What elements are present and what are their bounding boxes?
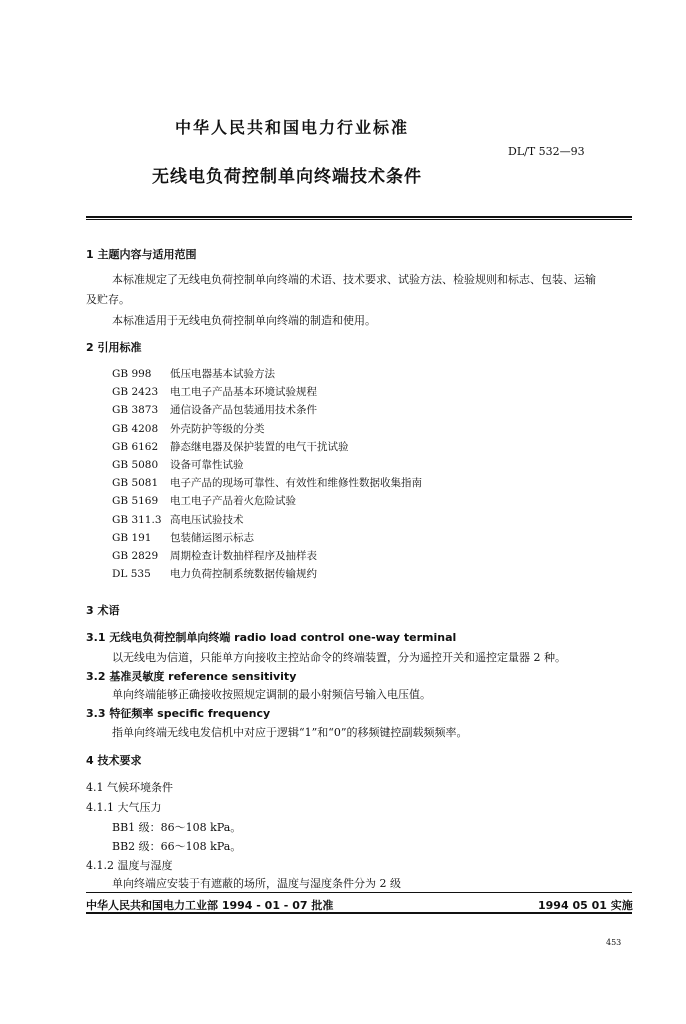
reference-code: GB 2423 (112, 386, 159, 399)
subsection-4-1-2-heading: 4.1.2 温度与湿度 (86, 859, 173, 872)
reference-code: GB 5081 (112, 477, 159, 490)
reference-title: 低压电器基本试验方法 (170, 368, 275, 380)
term-3-3-definition: 指单向终端无线电发信机中对应于逻辑“1”和“0”的移频键控副载频频率。 (112, 726, 468, 739)
footer-rule (86, 892, 632, 893)
page-number: 453 (606, 938, 622, 947)
subsection-4-1-1-heading: 4.1.1 大气压力 (86, 801, 162, 814)
reference-title: 外壳防护等级的分类 (170, 422, 265, 435)
reference-item (112, 421, 265, 436)
reference-item (112, 457, 244, 472)
term-3-2-heading: 3.2 基准灵敏度 reference sensitivity (86, 670, 297, 683)
reference-code: GB 5080 (112, 459, 159, 471)
standard-code: DL/T 532—93 (508, 145, 585, 158)
reference-title: 电工电子产品着火危险试验 (170, 495, 296, 508)
section-1-para-1a: 本标准规定了无线电负荷控制单向终端的术语、技术要求、试验方法、检验规则和标志、包装、运输 (112, 273, 596, 286)
reference-code: GB 6162 (112, 440, 159, 453)
pressure-class-bb2: BB2 级：66～108 kPa。 (112, 840, 242, 853)
reference-title: 电工电子产品基本环境试验规程 (170, 386, 317, 399)
reference-item (112, 493, 296, 508)
reference-item (112, 384, 317, 399)
term-3-3-heading: 3.3 特征频率 specific frequency (86, 707, 271, 720)
subsection-4-1-heading: 4.1 气候环境条件 (86, 781, 173, 794)
reference-code: GB 3873 (112, 404, 159, 417)
reference-title: 设备可靠性试验 (170, 459, 244, 471)
header-rule-thin (86, 219, 632, 220)
implementation-date: 1994 05 01 实施 (538, 899, 633, 912)
reference-code: GB 311.3 (112, 513, 162, 526)
reference-item (112, 548, 317, 563)
reference-item (112, 530, 254, 545)
term-3-2-definition: 单向终端能够正确接收按照规定调制的最小射频信号输入电压值。 (112, 688, 431, 701)
reference-title: 静态继电器及保护装置的电气干扰试验 (170, 440, 349, 453)
reference-item (112, 512, 244, 527)
header-rule-thick (86, 216, 632, 218)
reference-title: 包装储运图示标志 (170, 531, 254, 544)
reference-code: GB 998 (112, 368, 152, 380)
reference-title: 电力负荷控制系统数据传输规约 (170, 568, 317, 581)
term-3-1-definition: 以无线电为信道，只能单方向接收主控站命令的终端装置，分为遥控开关和遥控定量器 2 种。 (112, 651, 566, 664)
reference-title: 通信设备产品包装通用技术条件 (170, 404, 317, 417)
reference-code: GB 5169 (112, 495, 159, 508)
footer-rule-bottom (86, 912, 632, 914)
term-3-1-heading: 3.1 无线电负荷控制单向终端 radio load control one-way terminal (86, 631, 457, 644)
reference-item (112, 366, 275, 381)
reference-title: 高电压试验技术 (170, 513, 244, 526)
reference-item (112, 566, 317, 581)
section-4-heading: 4 技术要求 (86, 754, 142, 767)
reference-title: 电子产品的现场可靠性、有效性和维修性数据收集指南 (170, 477, 422, 490)
reference-item (112, 475, 422, 490)
reference-item (112, 439, 349, 454)
subsection-4-1-2-text: 单向终端应安装于有遮蔽的场所，温度与湿度条件分为 2 级 (112, 877, 401, 890)
approval-info: 中华人民共和国电力工业部 1994 - 01 - 07 批准 (86, 899, 334, 912)
section-3-heading: 3 术语 (86, 604, 120, 617)
section-1-para-1b: 及贮存。 (86, 293, 130, 306)
reference-title: 周期检查计数抽样程序及抽样表 (170, 550, 317, 562)
standard-organization: 中华人民共和国电力行业标准 (175, 118, 410, 137)
reference-code: GB 4208 (112, 422, 159, 435)
reference-code: DL 535 (112, 568, 151, 581)
document-title: 无线电负荷控制单向终端技术条件 (152, 167, 422, 187)
section-2-heading: 2 引用标准 (86, 341, 142, 354)
reference-code: GB 191 (112, 531, 152, 544)
reference-code: GB 2829 (112, 550, 159, 562)
reference-item (112, 402, 317, 417)
section-1-para-2: 本标准适用于无线电负荷控制单向终端的制造和使用。 (112, 314, 376, 327)
pressure-class-bb1: BB1 级：86～108 kPa。 (112, 821, 242, 834)
section-1-heading: 1 主题内容与适用范围 (86, 248, 197, 261)
